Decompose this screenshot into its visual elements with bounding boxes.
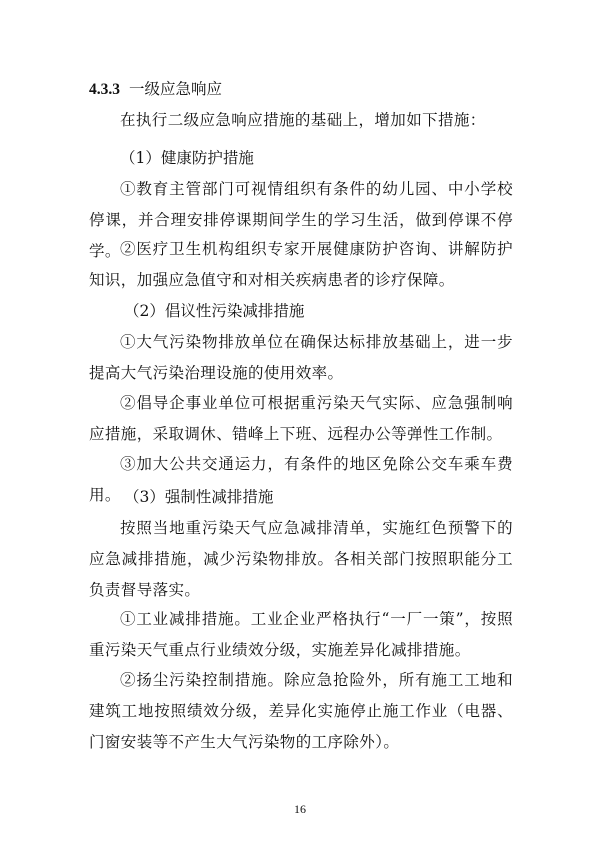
section-number: 4.3.3 bbox=[89, 81, 120, 98]
mandatory-intro: 按照当地重污染天气应急减排清单，实施红色预警下的应急减排措施，减少污染物排放。各相关部门按照职能分工负责督导落实。 bbox=[89, 519, 513, 599]
advocacy-item-2: ②倡导企事业单位可根据重污染天气实际、应急强制响应措施，采取调休、错峰上下班、远程办公等弹性工作制。 bbox=[89, 394, 513, 443]
intro-paragraph: 在执行二级应急响应措施的基础上，增加如下措施： bbox=[120, 111, 486, 129]
section-title: 一级应急响应 bbox=[128, 80, 222, 98]
mandatory-heading: （3）强制性减排措施 bbox=[124, 488, 274, 506]
advocacy-item-1: ①大气污染物排放单位在确保达标排放基础上，进一步提高大气污染治理设施的使用效率。 bbox=[89, 333, 513, 382]
health-heading: （1）健康防护措施 bbox=[120, 149, 254, 167]
advocacy-heading: （2）倡议性污染减排措施 bbox=[124, 302, 305, 320]
health-item-1: ①教育主管部门可视情组织有条件的幼儿园、中小学校停课，并合理安排停课期间学生的学习生活，做到停课不停学。 bbox=[89, 180, 513, 260]
mandatory-item-1: ①工业减排措施。工业企业严格执行“一厂一策”，按照重污染天气重点行业绩效分级，实施差异化减排措施。 bbox=[89, 610, 513, 659]
advocacy-item-3: ③加大公共交通运力，有条件的地区免除公交车乘车费用。 bbox=[89, 455, 513, 504]
mandatory-item-2: ②扬尘污染控制措施。除应急抢险外，所有施工工地和建筑工地按照绩效分级，差异化实施停止施工作业（电器、门窗安装等不产生大气污染物的工序除外）。 bbox=[89, 671, 513, 751]
page-number: 16 bbox=[294, 802, 306, 816]
health-item-2: ②医疗卫生机构组织专家开展健康防护咨询、讲解防护知识，加强应急值守和对相关疾病患者的诊疗保障。 bbox=[89, 240, 513, 289]
section-heading bbox=[89, 79, 222, 100]
